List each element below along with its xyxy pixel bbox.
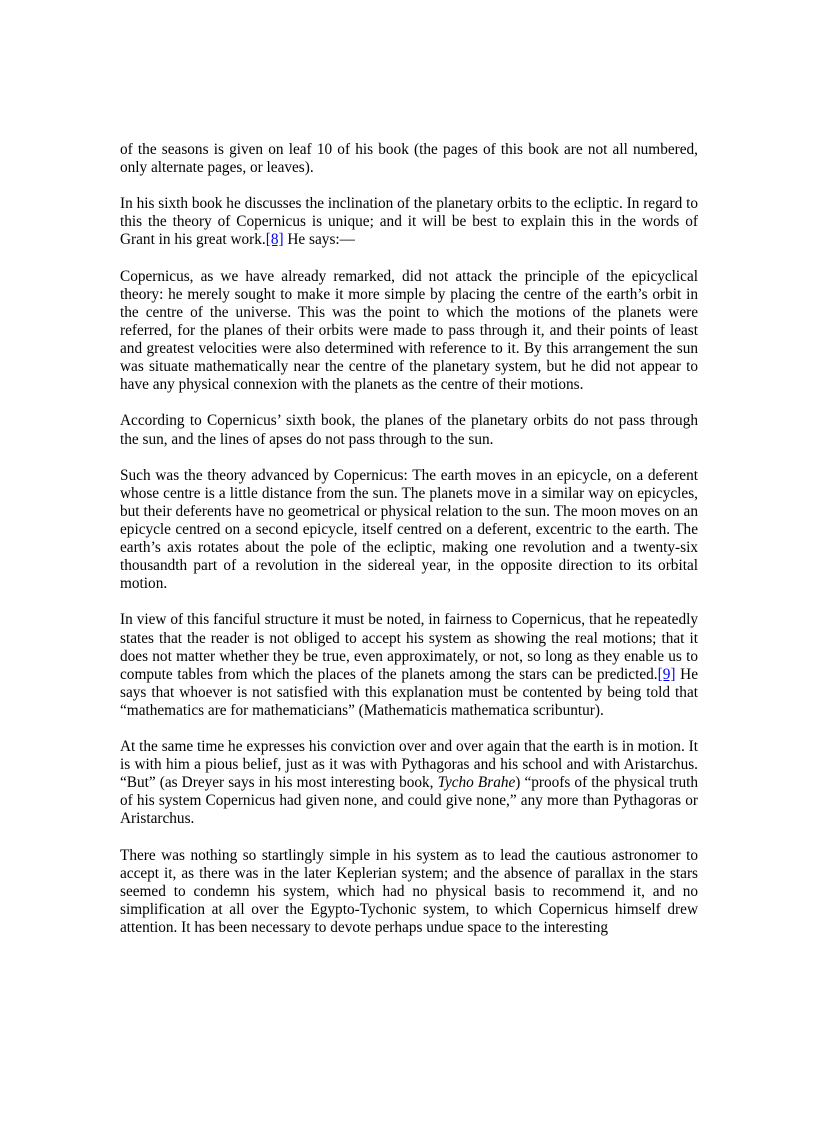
paragraph-text: At the same time he expresses his conviction over and over again that the earth is in motion. It is with him a pious belief, just as it was with Pythagoras and his school and with Aristarchus. “But” (as Dreyer says in his most interesting book, [120,738,698,792]
paragraph-text: In view of this fanciful structure it must be noted, in fairness to Copernicus, that he repeatedly states that the reader is not obliged to accept his system as showing the real motions; that it does not matter whether they be true, even approximately, or not, so long as they enable us to compute tables from which the places of the planets among the stars can be predicted. [120,611,698,683]
paragraph-fanciful-structure [120,611,698,720]
document-page [120,141,698,937]
paragraph-keplerian: There was nothing so startlingly simple in his system as to lead the cautious astronomer to accept it, as there was in the later Keplerian system; and the absence of parallax in the stars seemed to condemn his system, which had no physical basis to recommend it, and no simplification at all over the Egypto-Tychonic system, to which Copernicus himself drew attention. It has been necessary to devote perhaps undue space to the interesting [120,846,698,937]
paragraph-theory-summary: Such was the theory advanced by Copernicus: The earth moves in an epicycle, on a deferent whose centre is a little distance from the sun. The planets move in a similar way on epicycles, but their deferents have no geometrical or physical relation to the sun. The moon moves on an epicycle centred on a second epicycle, itself centred on a deferent, excentric to the earth. The earth’s axis rotates about the pole of the ecliptic, making one revolution and a twenty-six thousandth part of a revolution in the sidereal year, in the opposite direction to its orbital motion. [120,466,698,593]
paragraph-text: ) “proofs of the physical truth of his system Copernicus had given none, and could give none,” any more than Pythagoras or Aristarchus. [120,774,698,828]
footnote-link-9[interactable]: [9] [657,665,676,683]
paragraph-seasons: of the seasons is given on leaf 10 of his book (the pages of this book are not all numbered, only alternate pages, or leaves). [120,141,698,177]
paragraph-conviction [120,738,698,828]
paragraph-text: He says:— [283,231,355,249]
paragraph-sixth-book [120,195,698,249]
paragraph-planes-orbits: According to Copernicus’ sixth book, the planes of the planetary orbits do not pass through the sun, and the lines of apses do not pass through to the sun. [120,412,698,448]
book-title-italic: Tycho Brahe [437,774,516,792]
paragraph-grant-quote: Copernicus, as we have already remarked, did not attack the principle of the epicyclical theory: he merely sought to make it more simple by placing the centre of the earth’s orbit in the centre of the universe. This was the point to which the motions of the planets were referred, for the planes of their orbits were made to pass through it, and their points of least and greatest velocities were also determined with reference to it. By this arrangement the sun was situate mathematically near the centre of the planetary system, but he did not appear to have any physical connexion with the planets as the centre of their motions. [120,267,698,394]
paragraph-text: In his sixth book he discusses the inclination of the planetary orbits to the ecliptic. In regard to this the theory of Copernicus is unique; and it will be best to explain this in the words of Grant in his great work. [120,195,698,249]
paragraph-text: He says that whoever is not satisfied with this explanation must be contented by being told that “mathematics are for mathematicians” (Mathematicis mathematica scribuntur). [120,665,698,719]
footnote-link-8[interactable]: [8] [265,231,284,249]
